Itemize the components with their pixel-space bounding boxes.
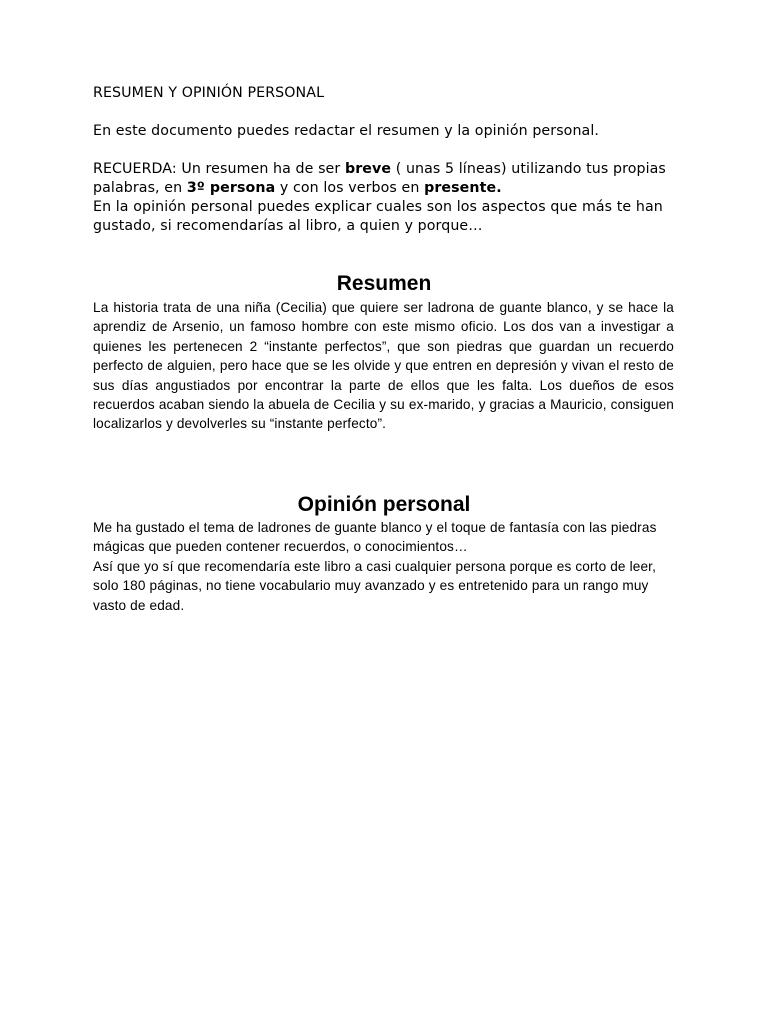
- instructions-block: [93, 84, 683, 236]
- resumen-paragraph: La historia trata de una niña (Cecilia) que quiere ser ladrona de guante blanco, y se hace la aprendiz de Arsenio, un famoso hombre con este mismo oficio. Los dos van a investigar a quienes les pertenecen 2 “instante perfectos”, que son piedras que guardan un recuerdo perfecto de alguien, pero hace que se les olvide y que entren en depresión y vivan el resto de sus días angustiados por encontrar la parte de ellos que les falta. Los dueños de esos recuerdos acaban siendo la abuela de Cecilia y su ex-marido, y gracias a Mauricio, consiguen localizarlos y devolverles su “instante perfecto”.: [93, 300, 674, 432]
- reminder-paragraph: [93, 160, 683, 198]
- opinion-instructions: En la opinión personal puedes explicar cuales son los aspectos que más te han gustado, si recomendarías al libro, a quien y porque…: [93, 199, 663, 234]
- opinion-body: [93, 518, 674, 615]
- resumen-heading: Resumen: [336, 272, 432, 295]
- reminder-text-2: ( unas 5 líneas) utilizando tus propias palabras, en: [93, 161, 666, 196]
- reminder-text-3: y con los verbos en: [275, 180, 425, 196]
- document-title: RESUMEN Y OPINIÓN PERSONAL: [93, 85, 325, 101]
- reminder-bold-persona: 3º persona: [186, 180, 276, 196]
- opinion-paragraph-1: Me ha gustado el tema de ladrones de guante blanco y el toque de fantasía con las piedras mágicas que pueden contener recuerdos, o conocimientos…: [93, 520, 657, 555]
- intro-paragraph: En este documento puedes redactar el resumen y la opinión personal.: [93, 123, 600, 139]
- opinion-paragraph-2: Así que yo sí que recomendaría este libro a casi cualquier persona porque es corto de leer, solo 180 páginas, no tiene vocabulario muy avanzado y es entretenido para un rango muy vasto de edad.: [93, 558, 657, 613]
- reminder-bold-presente: presente.: [424, 180, 502, 196]
- opinion-heading: Opinión personal: [297, 493, 471, 516]
- reminder-text-1: RECUERDA: Un resumen ha de ser: [93, 161, 345, 177]
- reminder-bold-breve: breve: [344, 161, 392, 177]
